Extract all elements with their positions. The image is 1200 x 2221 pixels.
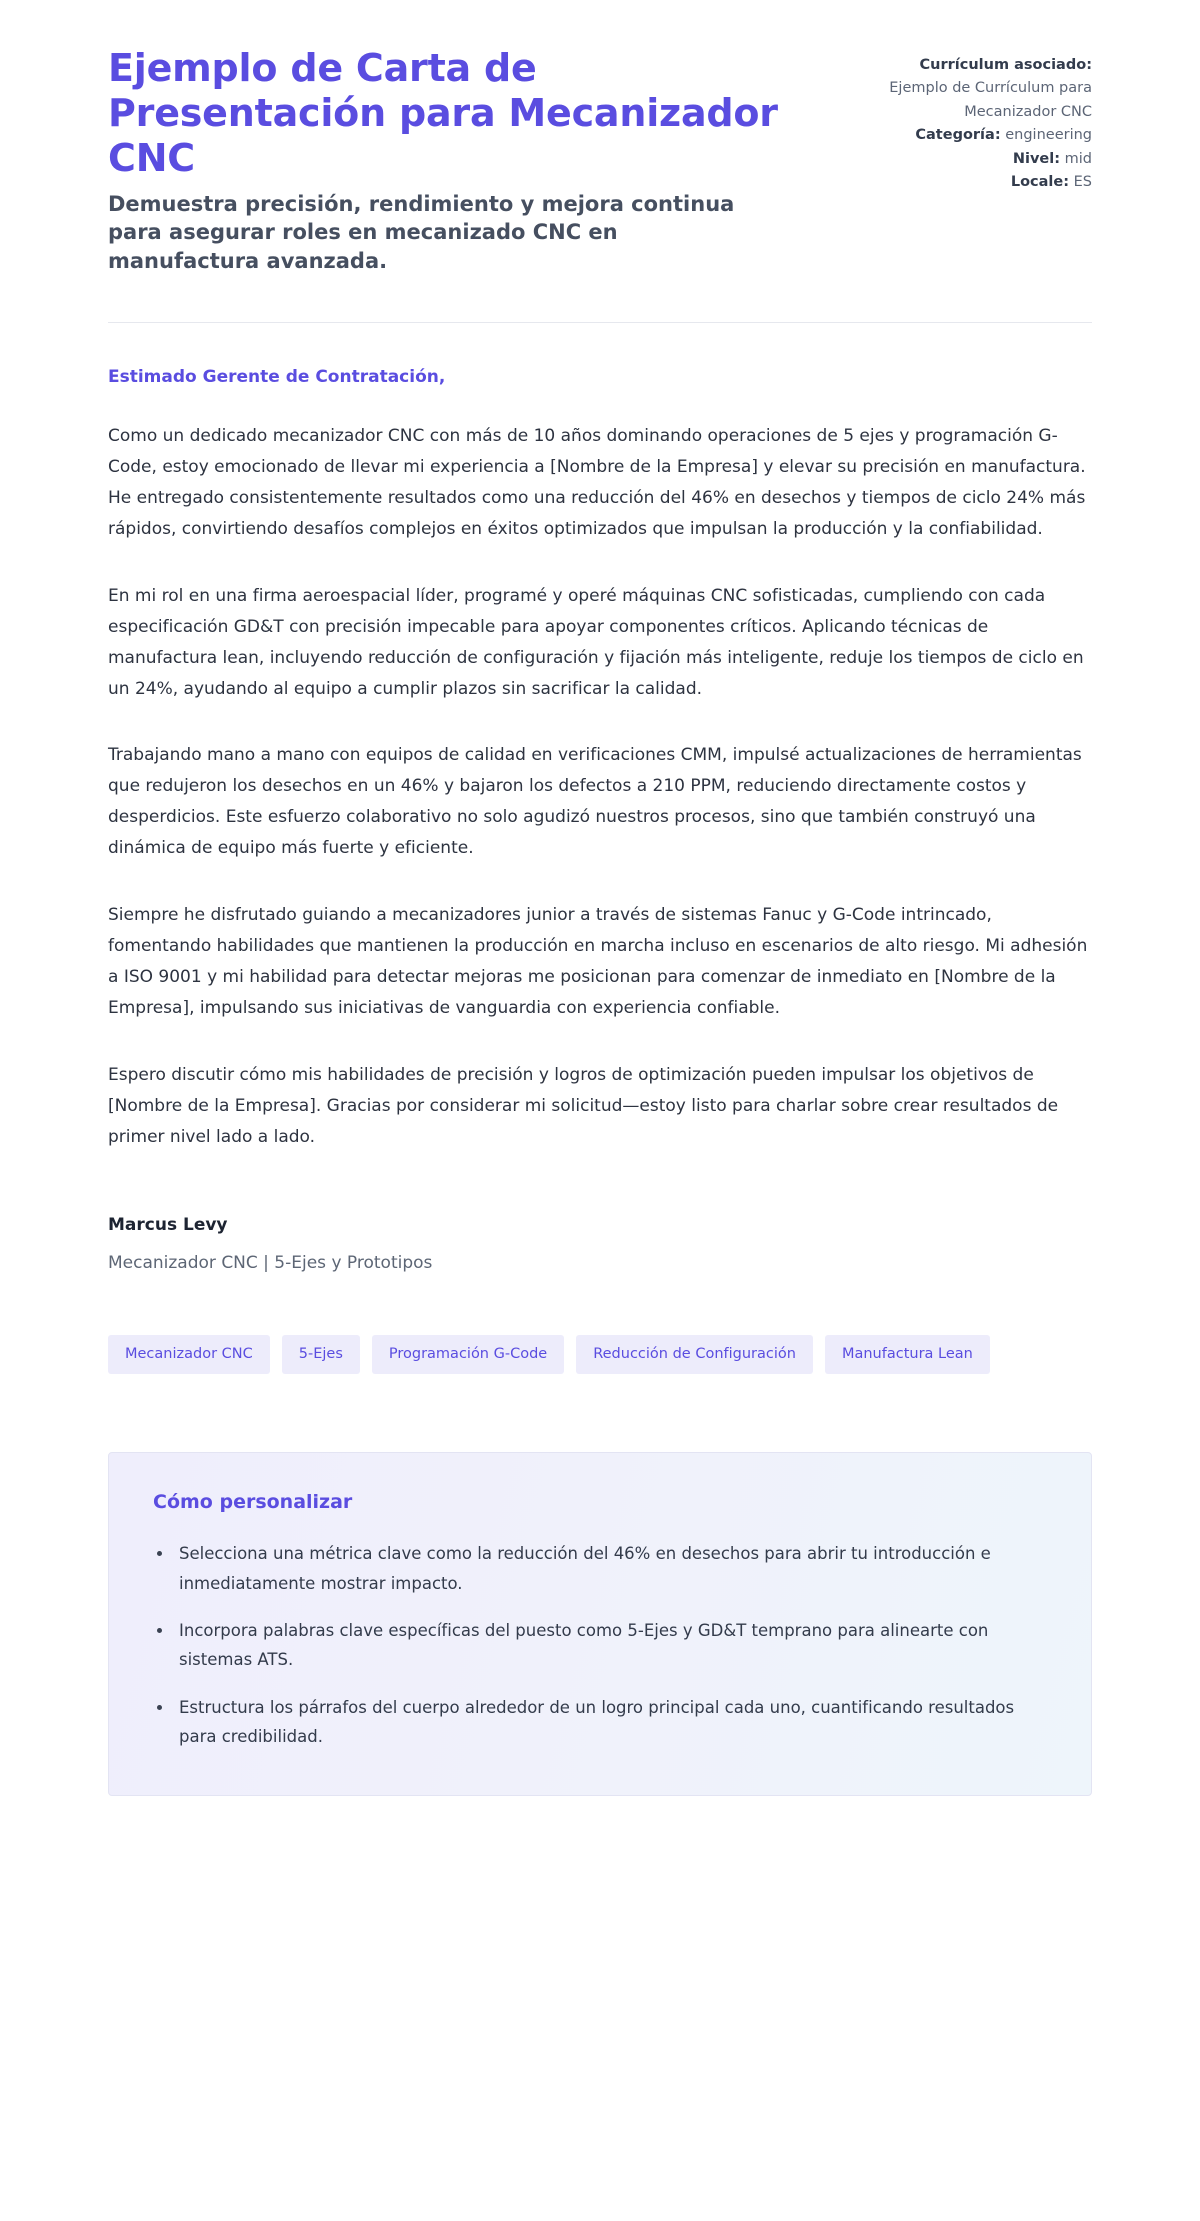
letter-paragraph: Trabajando mano a mano con equipos de calidad en verificaciones CMM, impulsé actualizaciones de herramientas que redujeron los desechos en un 46% y bajaron los defectos a 210 PPM, reduciendo directamente costos y desperdicios. Este esfuerzo colaborativo no solo agudizó nuestros procesos, sino que también construyó una dinámica de equipo más fuerte y eficiente. <box>108 745 1082 859</box>
meta-locale-label: Locale: <box>1010 174 1070 191</box>
document-metadata <box>838 46 1092 195</box>
letter-paragraph: En mi rol en una firma aeroespacial líder, programé y operé máquinas CNC sofisticadas, cumpliendo con cada especificación GD&T con precisión impecable para apoyar componentes críticos. Aplicando técnicas de manufactura lean, incluyendo reducción de configuración y fijación más inteligente, reduje los tiempos de ciclo en un 24%, ayudando al equipo a cumplir plazos sin sacrificar la calidad. <box>108 585 1084 699</box>
letter-paragraph: Espero discutir cómo mis habilidades de precisión y logros de optimización pueden impulsar los objetivos de [Nombre de la Empresa]. Gracias por considerar mi solicitud—estoy listo para charlar sobre crear resultados de primer nivel lado a lado. <box>108 1064 1059 1147</box>
letter-salutation: Estimado Gerente de Contratación, <box>108 366 446 387</box>
letter-paragraph: Siempre he disfrutado guiando a mecanizadores junior a través de sistemas Fanuc y G-Code intrincado, fomentando habilidades que mantienen la producción en marcha incluso en escenarios de alto riesgo. Mi adhesión a ISO 9001 y mi habilidad para detectar mejoras me posicionan para comenzar de inmediato en [Nombre de la Empresa], impulsando sus iniciativas de vanguardia con experiencia confiable. <box>108 905 1088 1019</box>
tag-chip[interactable]: 5-Ejes <box>282 1335 360 1375</box>
page-title: Ejemplo de Carta de Presentación para Mecanizador CNC <box>108 46 778 181</box>
meta-associated-resume-value: Ejemplo de Currículum para Mecanizador CNC <box>889 80 1092 120</box>
tag-chip[interactable]: Manufactura Lean <box>825 1335 990 1375</box>
letter-paragraph: Como un dedicado mecanizador CNC con más de 10 años dominando operaciones de 5 ejes y programación G-Code, estoy emocionado de llevar mi experiencia a [Nombre de la Empresa] y elevar su precisión en manufactura. He entregado consistentemente resultados como una reducción del 46% en desechos y tiempos de ciclo 24% más rápidos, convirtiendo desafíos complejos en éxitos optimizados que impulsan la producción y la confiabilidad. <box>108 425 1086 539</box>
tag-chip[interactable]: Programación G-Code <box>372 1335 564 1375</box>
header-text-block <box>108 46 808 276</box>
cover-letter-body <box>108 323 1092 1153</box>
callout-list-item: Incorpora palabras clave específicas del puesto como 5-Ejes y GD&T temprano para alinearte con sistemas ATS. <box>153 1616 1047 1675</box>
how-to-customize-callout <box>108 1452 1092 1796</box>
meta-level-label: Nivel: <box>1012 150 1061 167</box>
callout-title: Cómo personalizar <box>153 1491 353 1514</box>
callout-list-item: Selecciona una métrica clave como la reducción del 46% en desechos para abrir tu introducción e inmediatamente mostrar impacto. <box>153 1539 1047 1598</box>
meta-category-label: Categoría: <box>915 127 1001 144</box>
signature-block <box>108 1215 1092 1273</box>
signature-role: Mecanizador CNC | 5-Ejes y Prototipos <box>108 1252 433 1273</box>
meta-category-value: engineering <box>1005 127 1092 144</box>
meta-locale <box>838 171 1092 194</box>
tag-list <box>108 1335 1008 1375</box>
callout-list <box>153 1539 1047 1751</box>
page-subtitle: Demuestra precisión, rendimiento y mejora continua para asegurar roles en mecanizado CNC en manufactura avanzada. <box>108 191 735 274</box>
document-header <box>108 46 1092 276</box>
callout-list-item: Estructura los párrafos del cuerpo alrededor de un logro principal cada uno, cuantificando resultados para credibilidad. <box>153 1693 1047 1752</box>
meta-level-value: mid <box>1064 150 1092 167</box>
signature-name: Marcus Levy <box>108 1214 228 1235</box>
meta-category <box>838 124 1092 147</box>
meta-locale-value: ES <box>1073 174 1092 191</box>
meta-level <box>838 148 1092 171</box>
meta-associated-resume-label: Currículum asociado: <box>919 57 1092 73</box>
tag-chip[interactable]: Mecanizador CNC <box>108 1335 270 1375</box>
meta-associated-resume <box>838 54 1092 124</box>
tag-chip[interactable]: Reducción de Configuración <box>576 1335 813 1375</box>
